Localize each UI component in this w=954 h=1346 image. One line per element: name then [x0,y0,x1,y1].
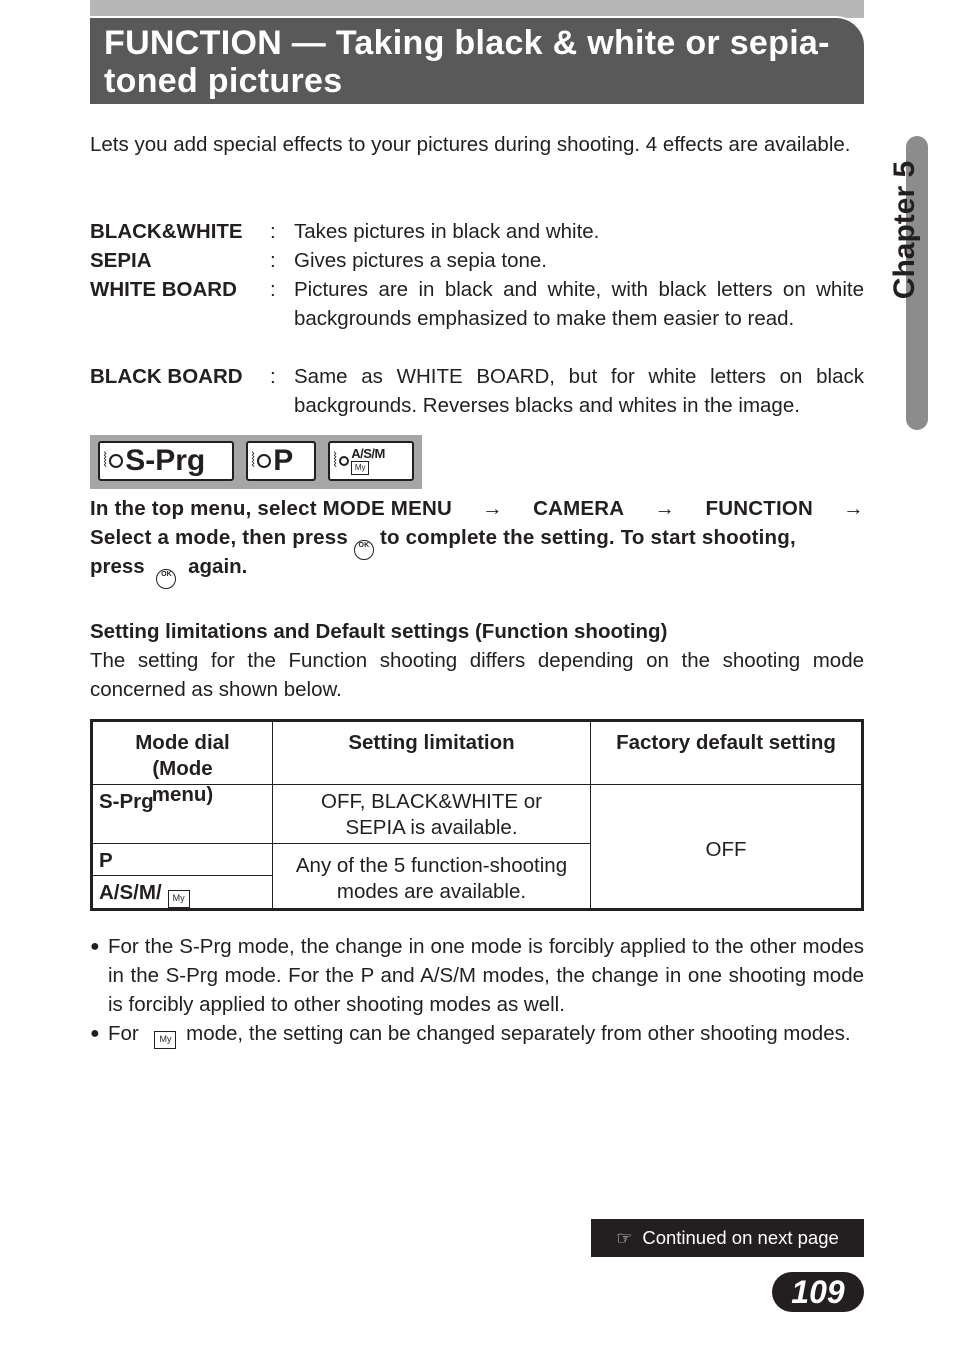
term-white-board: WHITE BOARD [90,278,237,301]
desc-white-board: Pictures are in black and white, with black letters on white backgrounds emphasized to make them easier to read. [294,278,864,330]
instruction-part4: Select a mode, then press [90,526,348,549]
arrow-icon: → [482,497,503,520]
term-black-white: BLACK&WHITE [90,220,243,243]
mode-badge-asm [328,441,414,481]
my-mode-icon: My [154,1031,176,1049]
term-colon: : [270,249,276,272]
table-row-asm [99,880,190,908]
ok-button-icon: OK [354,540,374,560]
mode-strip [90,435,422,489]
table-divider [93,843,591,844]
limits-heading: Setting limitations and Default settings (Function shooting) [90,620,668,643]
term-sepia: SEPIA [90,249,152,272]
table-cell-default: OFF [705,838,747,861]
instruction-part6: again. [188,555,248,578]
table-row-asm-label: A/S/M/ [99,881,162,904]
title-box [90,16,864,104]
table-divider [93,875,273,876]
term-colon: : [270,220,276,243]
arrow-icon: → [654,497,676,520]
mode-badge-p [246,441,316,481]
mode-dot-icon [109,454,123,468]
desc-black-board: Same as WHITE BOARD, but for white letters on black backgrounds. Reverses blacks and whites in the image. [294,365,864,417]
term-black-board: BLACK BOARD [90,365,243,388]
page-number: 109 [772,1272,864,1312]
mode-dot-icon [257,454,271,468]
desc-black-white: Takes pictures in black and white. [294,220,600,243]
mode-badge-sprg [98,441,234,481]
arrow-icon: → [843,497,864,520]
chapter-label: Chapter 5 [888,160,921,300]
bullet-item [90,932,864,1019]
page-title: FUNCTION — Taking black & white or sepia-toned pictures [104,24,830,100]
table-cell-limit-sprg: OFF, BLACK&WHITE or SEPIA is available. [321,790,542,839]
term-colon: : [270,365,276,388]
intro-paragraph: Lets you add special effects to your pictures during shooting. 4 effects are available. [90,133,851,156]
bullet-item [90,1019,864,1077]
continued-banner [591,1219,864,1257]
pointing-hand-icon: ☞ [616,1228,633,1248]
mode-dot-icon [339,456,349,466]
limits-paragraph: The setting for the Function shooting differs depending on the shooting mode concerned as shown below. [90,649,864,701]
bullet-icon: ● [90,1025,100,1042]
instruction-part5: to complete the setting. To start shooting, [379,526,796,549]
table-header-limitation: Setting limitation [348,731,515,754]
badge-hinge-icon: ⦚ [103,449,108,472]
term-colon: : [270,278,276,301]
badge-hinge-icon: ⦚ [251,449,256,472]
instruction-part1: In the top menu, select MODE MENU [90,497,452,520]
my-mode-icon: My [351,461,369,475]
ok-button-icon: OK [156,569,176,589]
bullet-text: For the S-Prg mode, the change in one mode is forcibly applied to the other modes in the S-Prg mode. For the P and A/S/M modes, the change in one shooting mode is forcibly applied to other shooting modes as well. [108,935,864,1016]
bullet-text-post: mode, the setting can be changed separately from other shooting modes. [186,1022,851,1045]
mode-label-sprg: S-Prg [125,444,206,477]
bullet-text [108,1019,864,1049]
settings-table [90,719,864,911]
badge-hinge-icon: ⦚ [333,449,338,472]
desc-sepia: Gives pictures a sepia tone. [294,249,547,272]
table-header-default: Factory default setting [616,731,836,754]
my-mode-icon: My [168,890,190,908]
continued-label: Continued on next page [642,1227,839,1248]
instruction-camera: CAMERA [533,497,625,520]
table-row-p: P [99,849,113,872]
mode-label-asm: A/S/M [351,446,385,461]
instruction-text [90,494,864,560]
table-header-mode: Mode dial (Mode menu) [135,731,230,806]
bullet-icon: ● [90,938,100,955]
mode-label-p: P [273,444,294,477]
instruction-press: press [90,555,145,578]
title-band [90,0,864,104]
table-row-sprg: S-Prg [99,790,154,813]
instruction-function: FUNCTION [705,497,813,520]
instruction-line3 [90,552,247,589]
bullet-text-pre: For [108,1022,139,1045]
table-cell-limit-p-asm: Any of the 5 function-shooting modes are available. [295,854,568,903]
